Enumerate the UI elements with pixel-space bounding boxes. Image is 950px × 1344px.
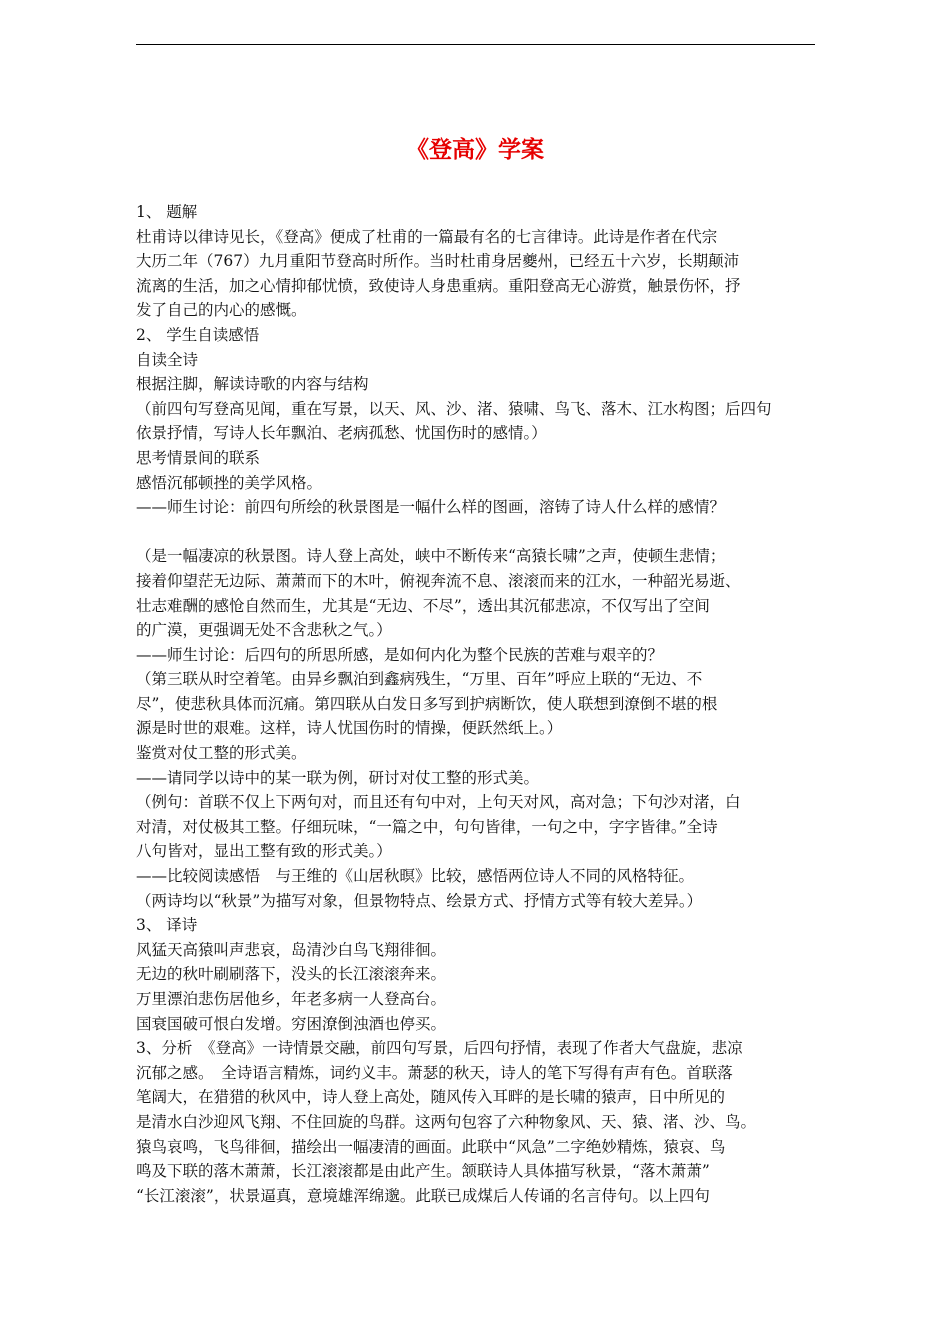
text-line: 大历二年（767）九月重阳节登高时所作。当时杜甫身居夔州，已经五十六岁，长期颠沛 [136,252,740,271]
text-line: 依景抒情，写诗人长年飘泊、老病孤愁、忧国伤时的感情。） [136,424,547,443]
text-line: 猿鸟哀鸣，飞鸟徘徊，描绘出一幅凄清的画面。此联中“风急”二字绝妙精炼，猿哀、鸟 [136,1137,726,1156]
text-line: 3、 译诗 [136,916,198,935]
text-line: 流离的生活，加之心情抑郁忧愤，致使诗人身患重病。重阳登高无心游赏，触景伤怀，抒 [136,276,741,295]
text-line: （第三联从时空着笔。由异乡飘泊到鑫病残生，“万里、百年”呼应上联的“无边、不 [136,670,703,689]
text-line: 无边的秋叶刷刷落下，没头的长江滚滚奔来。 [136,965,447,984]
text-line: 3、分析 《登高》一诗情景交融，前四句写景，后四句抒情，表现了作者大气盘旋，悲凉 [136,1039,743,1058]
text-line: 尽”，使悲秋具体而沉痛。第四联从白发日多写到护病断饮，使人联想到潦倒不堪的根 [136,694,718,713]
text-line: 感悟沉郁顿挫的美学风格。 [136,473,323,492]
text-line: 的广漠，更强调无处不含悲秋之气。） [136,621,392,640]
text-line: ——比较阅读感悟 与王维的《山居秋暝》比较，感悟两位诗人不同的风格特征。 [136,867,695,886]
text-line: 接着仰望茫无边际、萧萧而下的木叶，俯视奔流不息、滚滚而来的江水，一种韶光易逝、 [136,571,741,590]
text-line: ——师生讨论：后四句的所思所感，是如何内化为整个民族的苦难与艰辛的？ [136,645,664,664]
text-line: 2、 学生自读感悟 [136,325,260,344]
text-line: 八句皆对，显出工整有致的形式美。） [136,842,392,861]
text-line: 万里漂泊悲伤居他乡，年老多病一人登高台。 [136,990,447,1008]
text-line: 源是时世的艰难。这样，诗人忧国伤时的情操，便跃然纸上。） [136,719,563,738]
text-line: 根据注脚，解读诗歌的内容与结构 [136,375,369,394]
text-line: 发了自己的内心的感慨。 [136,301,307,320]
text-line: 自读全诗 [136,350,199,369]
text-line: “长江滚滚”，状景逼真，意境雄浑绵邈。此联已成煤后人传诵的名言侍句。以上四句 [136,1186,710,1205]
blank-line [136,520,826,545]
text-line: ——师生讨论：前四句所绘的秋景图是一幅什么样的图画，溶铸了诗人什么样的感情？ [136,498,726,517]
text-line: （前四句写登高见闻，重在写景，以天、风、沙、渚、猿啸、鸟飞、落木、江水构图；后四句 [136,399,772,418]
text-line: 对清，对仗极其工整。仔细玩味，“一篇之中，句句皆律，一句之中，字字皆律。”全诗 [136,817,718,836]
text-line: （是一幅凄凉的秋景图。诗人登上高处，峡中不断传来“高猿长啸”之声，使顿生悲情； [136,547,726,566]
header-rule [136,44,815,45]
text-line: 壮志难酬的感怆自然而生，尤其是“无边、不尽”，透出其沉郁悲凉，不仅写出了空间 [136,596,710,615]
document-body [136,200,826,1208]
text-line: 笔阔大，在猎猎的秋风中，诗人登上高处，随风传入耳畔的是长啸的猿声，日中所见的 [136,1088,726,1107]
text-line: 思考情景间的联系 [136,448,261,467]
text-line: 沉郁之感。 全诗语言精炼，词约义丰。萧瑟的秋天，诗人的笔下写得有声有色。首联落 [136,1063,733,1082]
text-line: 鉴赏对仗工整的形式美。 [136,744,307,763]
text-line: 风猛天高猿叫声悲哀，岛清沙白鸟飞翔徘徊。 [136,940,447,959]
page-title: 《登高》学案 [406,137,544,163]
text-line: 是清水白沙迎风飞翔、不住回旋的鸟群。这两句包容了六种物象风、天、猿、渚、沙、鸟。 [136,1112,757,1131]
text-line: 鸣及下联的落木萧萧，长江滚滚都是由此产生。颔联诗人具体描写秋景，“落木萧萧” [136,1162,710,1181]
text-line: 国衰国破可恨白发增。穷困潦倒浊酒也停买。 [136,1014,447,1033]
text-line: （两诗均以“秋景”为描写对象，但景物特点、绘景方式、抒情方式等有较大差异。） [136,891,703,910]
text-line: （例句：首联不仅上下两句对，而且还有句中对，上句天对风，高对急；下句沙对渚，白 [136,793,741,812]
text-line: ——请同学以诗中的某一联为例，研讨对仗工整的形式美。 [136,768,540,787]
text-line: 1、 题解 [136,203,198,221]
text-line: 杜甫诗以律诗见长，《登高》便成了杜甫的一篇最有名的七言律诗。此诗是作者在代宗 [136,227,718,246]
